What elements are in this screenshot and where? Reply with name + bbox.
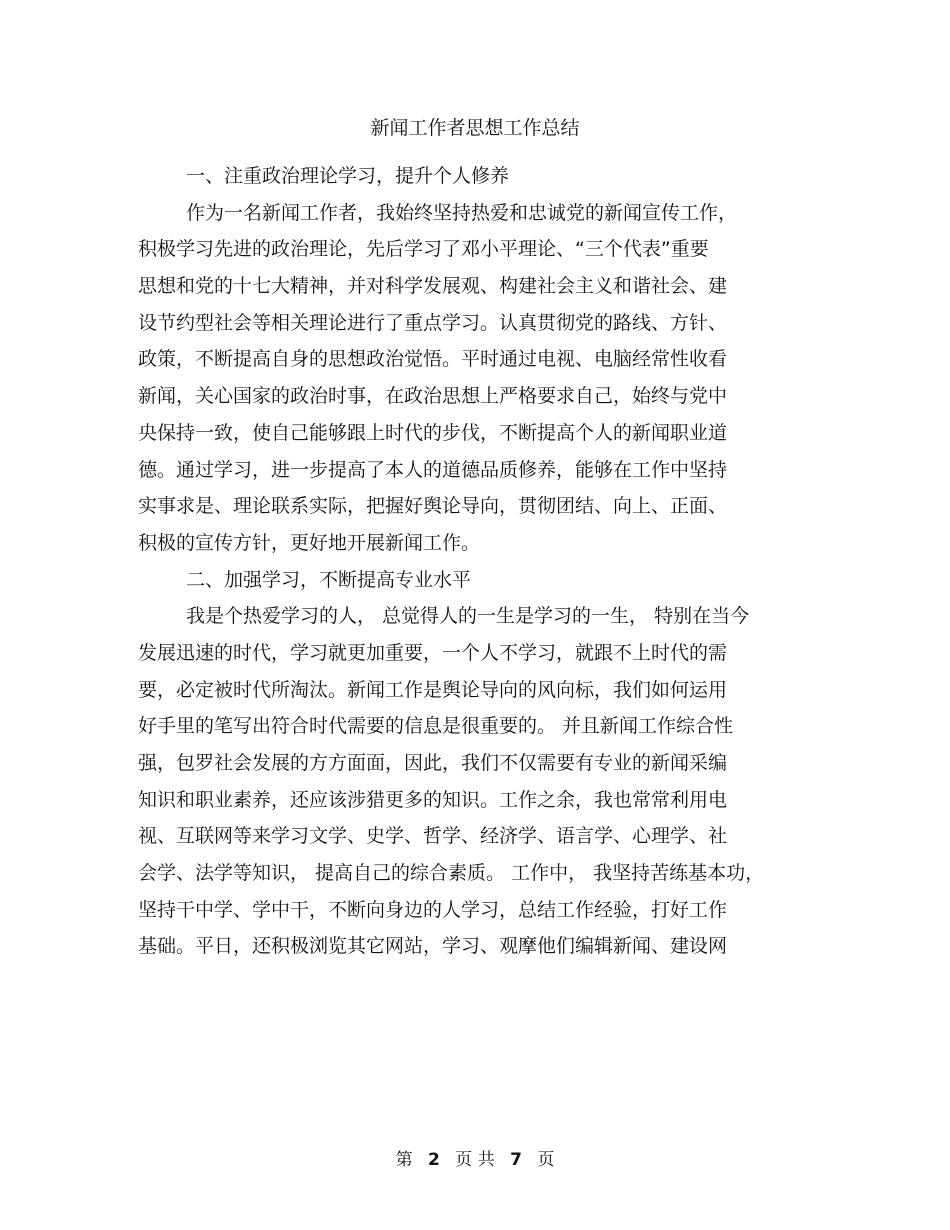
text-line: 视、互联网等来学习文学、史学、哲学、经济学、语言学、心理学、社	[138, 825, 728, 848]
text-line: 基础。平日，还积极浏览其它网站，学习、观摩他们编辑新闻、建设网	[138, 935, 728, 958]
page-footer	[0, 1148, 950, 1172]
text-line: 会学、法学等知识， 提高自己的综合素质。 工作中， 我坚持苦练基本功，	[138, 862, 765, 885]
text-line: 坚持干中学、学中干，不断向身边的人学习，总结工作经验，打好工作	[138, 898, 728, 921]
document-title: 新闻工作者思想工作总结	[370, 117, 580, 139]
footer-suffix: 页	[537, 1150, 555, 1170]
text-line: 设节约型社会等相关理论进行了重点学习。认真贯彻党的路线、方针、	[138, 311, 728, 334]
text-line: 好手里的笔写出符合时代需要的信息是很重要的。 并且新闻工作综合性	[138, 715, 734, 738]
text-line: 积极学习先进的政治理论，先后学习了邓小平理论、“三个代表”重要	[138, 238, 709, 261]
footer-prefix: 第	[395, 1150, 413, 1170]
text-line: 要，必定被时代所淘汰。新闻工作是舆论导向的风向标，我们如何运用	[138, 678, 728, 701]
text-line: 作为一名新闻工作者，我始终坚持热爱和忠诚党的新闻宣传工作，	[186, 201, 738, 224]
text-line: 政策，不断提高自身的思想政治觉悟。平时通过电视、电脑经常性收看	[138, 348, 728, 371]
text-line: 知识和职业素养，还应该涉猎更多的知识。工作之余，我也常常利用电	[138, 788, 728, 811]
text-line: 强，包罗社会发展的方方面面，因此，我们不仅需要有专业的新闻采编	[138, 752, 728, 774]
document-body	[138, 158, 818, 965]
text-line: 发展迅速的时代，学习就更加重要，一个人不学习，就跟不上时代的需	[138, 641, 728, 664]
footer-total-pages: 7	[510, 1150, 522, 1170]
footer-page-number: 2	[428, 1150, 440, 1170]
text-line: 思想和党的十七大精神，并对科学发展观、构建社会主义和谐社会、建	[138, 275, 728, 298]
text-line: 二、加强学习，不断提高专业水平	[186, 568, 472, 591]
text-line: 德。通过学习，进一步提高了本人的道德品质修养，能够在工作中坚持	[138, 458, 728, 481]
text-line: 实事求是、理论联系实际，把握好舆论导向，贯彻团结、向上、正面、	[138, 495, 728, 518]
text-line: 央保持一致，使自己能够跟上时代的步伐，不断提高个人的新闻职业道	[138, 421, 728, 444]
footer-middle: 页 共	[455, 1150, 495, 1170]
text-line: 一、注重政治理论学习，提升个人修养	[186, 165, 510, 187]
text-line: 积极的宣传方针，更好地开展新闻工作。	[138, 531, 481, 554]
text-line: 新闻，关心国家的政治时事，在政治思想上严格要求自己，始终与党中	[138, 385, 728, 408]
text-line: 我是个热爱学习的人， 总觉得人的一生是学习的一生， 特别在当今	[186, 605, 750, 628]
